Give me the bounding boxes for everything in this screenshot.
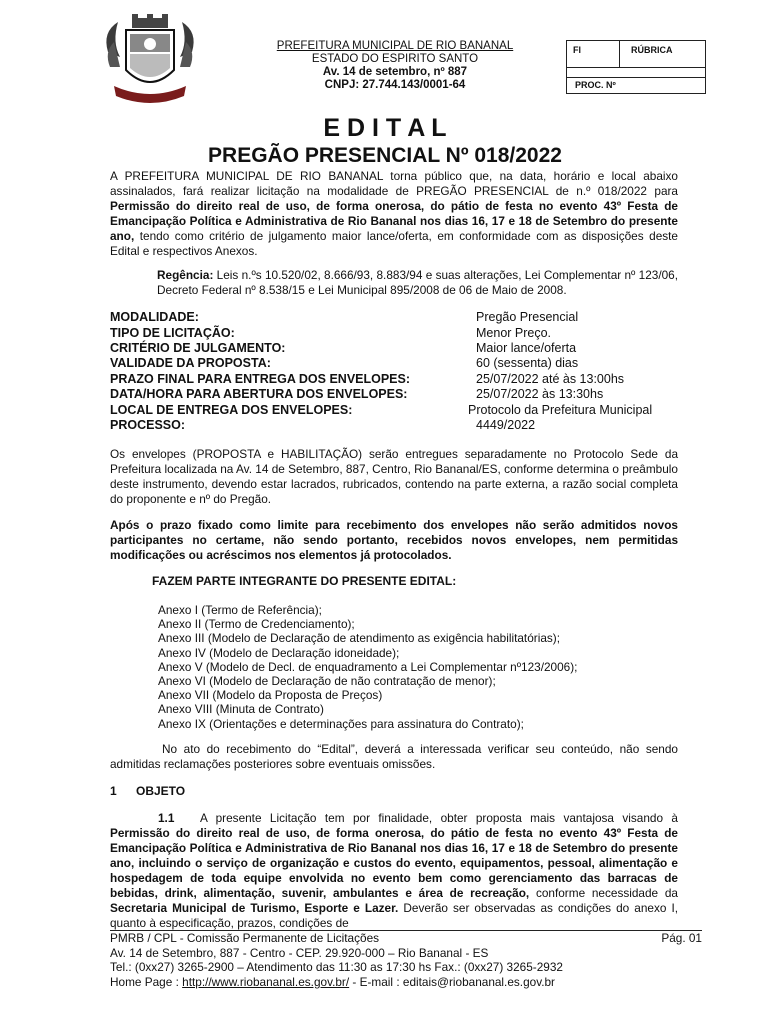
info-row-validade: VALIDADE DA PROPOSTA: 60 (sessenta) dias bbox=[110, 356, 579, 370]
annex-heading: FAZEM PARTE INTEGRANTE DO PRESENTE EDITAL: bbox=[152, 574, 457, 588]
header-city-hall: PREFEITURA MUNICIPAL DE RIO BANANAL bbox=[276, 40, 514, 52]
regencia-text: Leis n.ºs 10.520/02, 8.666/93, 8.883/94 e suas alterações, Lei Complementar nº 123/06, Decreto Federal nº 8.538/15 e Lei Municipal 895/2008 de 06 de Maio de 2008. bbox=[157, 268, 678, 297]
homepage-link[interactable]: http://www.riobananal.es.gov.br/ bbox=[182, 974, 350, 989]
stamp-rubrica: RÚBRICA bbox=[631, 45, 673, 55]
footer-web: Home Page : http://www.riobananal.es.gov.br/ - E-mail : editais@riobananal.es.gov.br bbox=[110, 974, 555, 989]
list-item: Anexo III (Modelo de Declaração de atendimento as exigência habilitatórias); bbox=[158, 631, 560, 646]
info-row-modalidade: MODALIDADE: Pregão Presencial bbox=[110, 310, 579, 324]
footer-email: - E-mail : editais@riobananal.es.gov.br bbox=[349, 974, 555, 989]
clause-number: 1.1 bbox=[158, 811, 175, 825]
section-title: OBJETO bbox=[136, 784, 186, 798]
intro-text-2: tendo como critério de julgamento maior lance/oferta, em conformidade com as disposições deste Edital e respectivos Anexos. bbox=[110, 229, 678, 258]
list-item: Anexo VI (Modelo de Declaração de não contratação de menor); bbox=[158, 674, 496, 689]
list-item: Anexo IX (Orientações e determinações para assinatura do Contrato); bbox=[158, 716, 524, 731]
page-number: Pág. 01 bbox=[661, 931, 702, 945]
header-state: ESTADO DO ESPIRITO SANTO bbox=[311, 53, 479, 65]
intro-text-1: A PREFEITURA MUNICIPAL DE RIO BANANAL torna público que, na data, horário e local abaixo assinalados, fará realizar licitação na modalidade de PREGÃO PRESENCIAL de n.º 018/2022 para bbox=[110, 169, 678, 198]
annex-list bbox=[158, 603, 577, 731]
edital-title: E D I T A L bbox=[323, 114, 447, 142]
pregao-title: PREGÃO PRESENCIAL Nº 018/2022 bbox=[208, 144, 562, 167]
regencia-paragraph bbox=[157, 268, 678, 298]
info-row-tipo: TIPO DE LICITAÇÃO: Menor Preço. bbox=[110, 326, 552, 340]
stamp-proc: PROC. Nº bbox=[575, 80, 616, 90]
footer-address: Av. 14 de Setembro, 887 - Centro - CEP. 29.920-000 – Rio Bananal - ES bbox=[110, 945, 489, 960]
receipt-paragraph: No ato do recebimento do “Edital”, deverá a interessada verificar seu conteúdo, não sendo admitidas reclamações posteriores sobre eventuais omissões. bbox=[110, 742, 678, 771]
footer-line-1: PMRB / CPL - Comissão Permanente de Licitações Pág. 01 bbox=[110, 931, 702, 945]
envelopes-paragraph: Os envelopes (PROPOSTA e HABILITAÇÃO) serão entregues separadamente no Protocolo Sede da Prefeitura localizada na Av. 14 de Setembro, 887, Centro, Rio Bananal/ES, conforme determina o preâmbulo deste instrumento, devendo estar lacrados, rubricados, contendo na parte externa, a razão social completa do proponente e nº do Pregão. bbox=[110, 447, 678, 506]
municipal-coat-of-arms bbox=[100, 12, 200, 108]
list-item: Anexo V (Modelo de Decl. de enquadramento a Lei Complementar nº123/2006); bbox=[158, 659, 578, 674]
header-cnpj: CNPJ: 27.744.143/0001-64 bbox=[324, 79, 466, 91]
list-item: Anexo VIII (Minuta de Contrato) bbox=[158, 702, 324, 717]
section-number: 1 bbox=[110, 784, 117, 798]
list-item: Anexo II (Termo de Credenciamento); bbox=[158, 617, 355, 632]
intro-object-bold: Permissão do direito real de uso, de forma onerosa, do pátio de festa no evento 43º Festa de Emancipação Política e Administrativa de Rio Bananal nos dias 16, 17 e 18 de Setembro do presente ano, bbox=[110, 199, 678, 243]
info-row-criterio: CRITÉRIO DE JULGAMENTO: Maior lance/oferta bbox=[110, 341, 577, 355]
stamp-fl: Fl bbox=[573, 45, 581, 55]
list-item: Anexo VII (Modelo da Proposta de Preços) bbox=[158, 688, 383, 703]
info-row-local: LOCAL DE ENTREGA DOS ENVELOPES: Protocolo da Prefeitura Municipal bbox=[110, 403, 653, 417]
rubrica-stamp bbox=[566, 40, 706, 94]
list-item: Anexo I (Termo de Referência); bbox=[158, 603, 322, 617]
page-footer bbox=[110, 930, 702, 989]
info-row-processo: PROCESSO: 4449/2022 bbox=[110, 418, 536, 432]
info-row-prazo: PRAZO FINAL PARA ENTREGA DOS ENVELOPES: 25/07/2022 até às 13:00hs bbox=[110, 372, 625, 386]
regencia-label: Regência: bbox=[157, 268, 214, 282]
intro-paragraph bbox=[110, 169, 678, 259]
info-row-abertura: DATA/HORA PARA ABERTURA DOS ENVELOPES: 25/07/2022 às 13:30hs bbox=[110, 387, 604, 401]
footer-phone: Tel.: (0xx27) 3265-2900 – Atendimento das 11:30 as 17:30 hs Fax.: (0xx27) 3265-2932 bbox=[110, 960, 563, 974]
header-address: Av. 14 de setembro, nº 887 bbox=[322, 66, 468, 78]
header-block bbox=[240, 40, 550, 92]
warning-paragraph: Após o prazo fixado como limite para recebimento dos envelopes não serão admitidos novos participantes no certame, não sendo portanto, recebidos novos envelopes, nem permitidas modificações ou acréscimos nos elementos já protocolados. bbox=[110, 518, 678, 562]
list-item: Anexo IV (Modelo de Declaração idoneidade); bbox=[158, 645, 400, 660]
clause-1-1: 1.1 A presente Licitação tem por finalidade, obter proposta mais vantajosa visando à Permissão do direito real de uso, de forma onerosa, do pátio de festa no evento 43º Festa de Emancipação Política e Administrativa de Rio Bananal nos dias 16, 17 e 18 de Setembro do presente ano, incluindo o serviço de organização e custos do evento, equipamentos, pessoal, alimentação e hospedagem de toda equipe envolvida no evento bem como gerenciamento das barracas de bebidas, drink, alimentação, suvenir, ambulantes e área de recreação, conforme necessidade da Secretaria Municipal de Turismo, Esporte e Lazer. Deverão ser observadas as condições do anexo I, quanto à especificação, prazos, condições de bbox=[110, 811, 678, 930]
